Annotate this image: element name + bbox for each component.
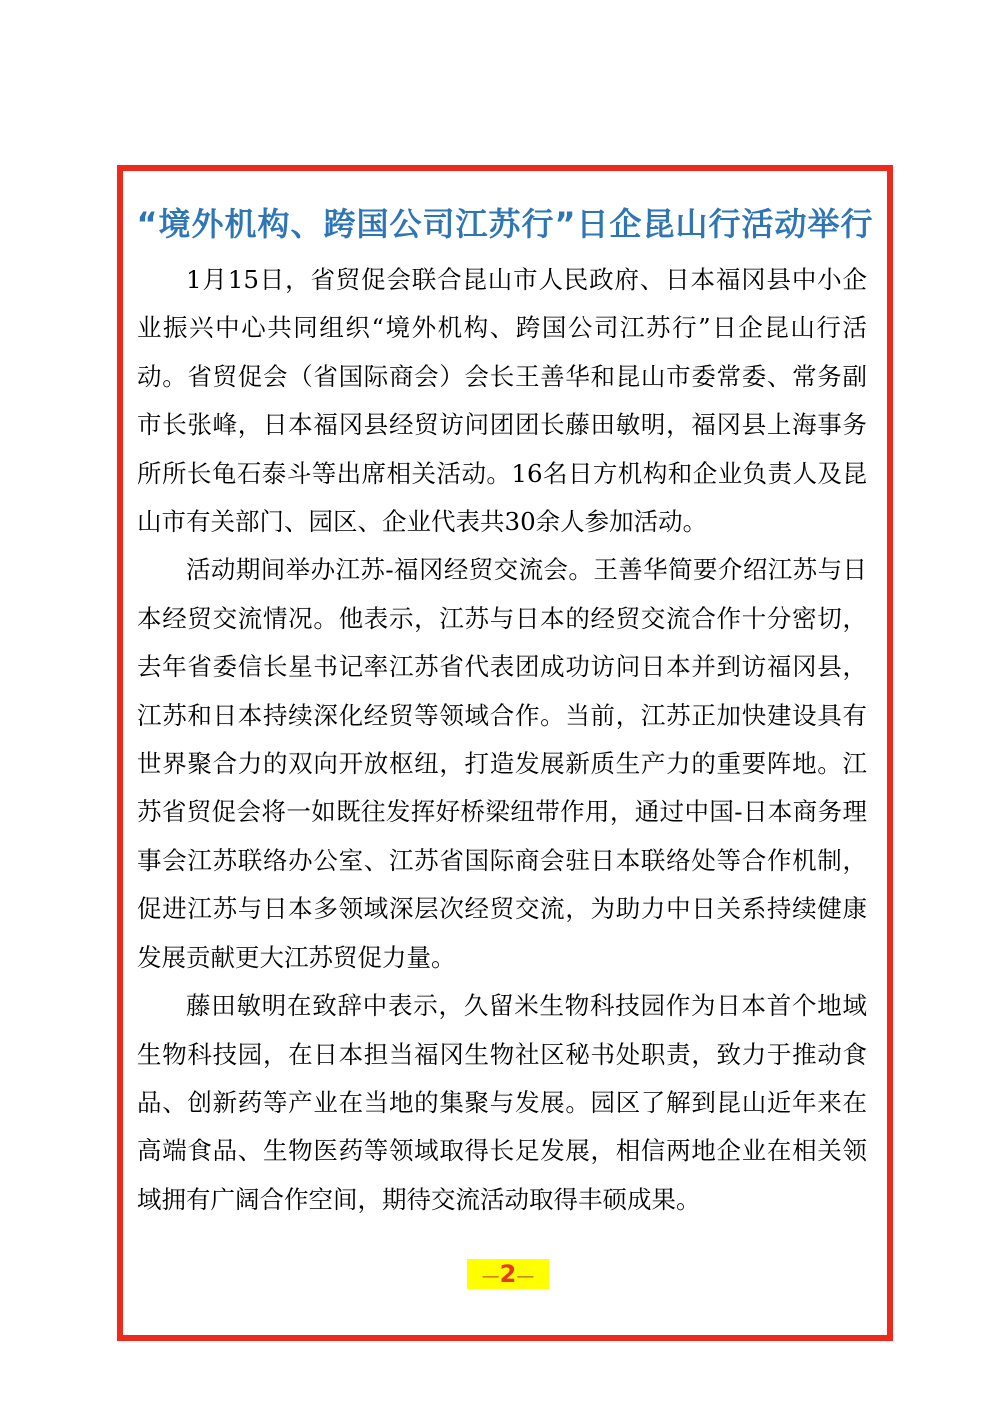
paragraph-3: 藤田敏明在致辞中表示，久留米生物科技园作为日本首个地域生物科技园，在日本担当福冈生物社区秘书处职责，致力于推动食品、创新药等产业在当地的集聚与发展。园区了解到昆山近年来在高端食品、生物医药等领域取得长足发展，相信两地企业在相关领域拥有广阔合作空间，期待交流活动取得丰硕成果。 — [137, 991, 867, 1214]
paragraph-2: 活动期间举办江苏-福冈经贸交流会。王善华简要介绍江苏与日本经贸交流情况。他表示，江苏与日本的经贸交流合作十分密切，去年省委信长星书记率江苏省代表团成功访问日本并到访福冈县，江苏和日本持续深化经贸等领域合作。当前，江苏正加快建设具有世界聚合力的双向开放枢纽，打造发展新质生产力的重要阵地。江苏省贸促会将一如既往发挥好桥梁纽带作用，通过中国-日本商务理事会江苏联络办公室、江苏省国际商会驻日本联络处等合作机制，促进江苏与日本多领域深层次经贸交流，为助力中日关系持续健康发展贡献更大江苏贸促力量。 — [137, 555, 867, 972]
paragraph-1: 1月15日，省贸促会联合昆山市人民政府、日本福冈县中小企业振兴中心共同组织“境外机构、跨国公司江苏行”日企昆山行活动。省贸促会（省国际商会）会长王善华和昆山市委常委、常务副市长张峰，日本福冈县经贸访问团团长藤田敏明，福冈县上海事务所所长龟石泰斗等出席相关活动。16名日方机构和企业负责人及昆山市有关部门、园区、企业代表共30余人参加活动。 — [137, 265, 867, 537]
page-number-dash-right: — — [516, 1266, 535, 1287]
red-border-frame — [117, 165, 893, 1341]
page-number-dash-left: — — [481, 1266, 500, 1287]
page-number — [467, 1259, 549, 1289]
page-number-digit: 2 — [499, 1260, 517, 1288]
article-title: “境外机构、跨国公司江苏行”日企昆山行活动举行 — [136, 205, 874, 243]
article-body — [137, 256, 867, 1224]
